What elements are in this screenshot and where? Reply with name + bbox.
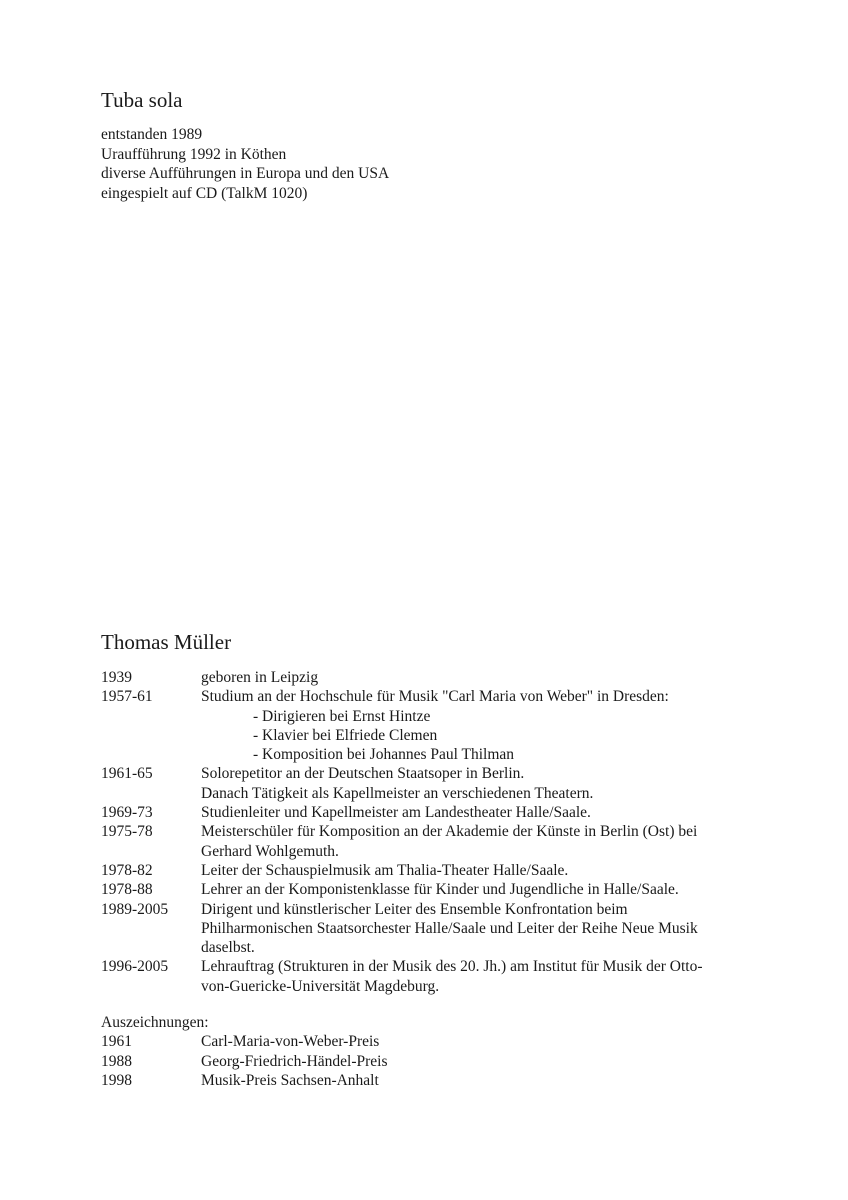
bio-year: 1961-65	[101, 765, 153, 783]
bio-entry	[101, 668, 751, 687]
award-name: Georg-Friedrich-Händel-Preis	[201, 1052, 388, 1070]
bio-entry	[101, 764, 751, 803]
bio-year: 1957-61	[101, 688, 153, 706]
bio-description	[201, 803, 751, 822]
bio-line: von-Guericke-Universität Magdeburg.	[201, 977, 440, 995]
bio-year: 1975-78	[101, 823, 153, 841]
bio-line: Lehrer an der Komponistenklasse für Kinder und Jugendliche in Halle/Saale.	[201, 881, 679, 899]
bio-line: Meisterschüler für Komposition an der Akademie der Künste in Berlin (Ost) bei	[201, 823, 698, 841]
bio-year: 1969-73	[101, 804, 153, 822]
award-year: 1961	[101, 1033, 132, 1051]
bio-year: 1939	[101, 669, 132, 686]
bio-description	[201, 764, 751, 803]
award-name: Carl-Maria-von-Weber-Preis	[201, 1033, 380, 1051]
study-subject: - Klavier bei Elfriede Clemen	[253, 726, 438, 744]
study-subjects	[201, 707, 751, 765]
bio-line: Leiter der Schauspielmusik am Thalia-Theater Halle/Saale.	[201, 861, 569, 879]
work-note: eingespielt auf CD (TalkM 1020)	[101, 184, 308, 202]
awards-heading: Auszeichnungen:	[101, 1014, 209, 1032]
bio-line: Dirigent und künstlerischer Leiter des Ensemble Konfrontation beim	[201, 900, 628, 918]
bio-year: 1978-88	[101, 881, 153, 899]
bio-entry	[101, 687, 751, 764]
bio-description	[201, 880, 751, 899]
bio-line: Philharmonischen Staatsorchester Halle/Saale und Leiter der Reihe Neue Musik	[201, 919, 698, 937]
award-year: 1998	[101, 1071, 132, 1089]
bio-year: 1989-2005	[101, 900, 169, 918]
bio-entry	[101, 861, 751, 880]
bio-line: Solorepetitor an der Deutschen Staatsoper in Berlin.	[201, 765, 525, 783]
bio-line: Danach Tätigkeit als Kapellmeister an verschiedenen Theatern.	[201, 784, 594, 802]
bio-line: Lehrauftrag (Strukturen in der Musik des 20. Jh.) am Institut für Musik der Otto-	[201, 958, 703, 976]
bio-entry	[101, 822, 751, 861]
study-subject: - Dirigieren bei Ernst Hintze	[253, 707, 431, 725]
bio-description	[201, 861, 751, 880]
bio-entry	[101, 900, 751, 958]
award-entry	[101, 1071, 751, 1090]
bio-line: Studium an der Hochschule für Musik "Carl Maria von Weber" in Dresden:	[201, 688, 669, 706]
bio-year: 1978-82	[101, 861, 153, 879]
award-entry	[101, 1032, 751, 1051]
award-entry	[101, 1052, 751, 1071]
work-notes	[101, 125, 389, 203]
bio-line: Studienleiter und Kapellmeister am Landestheater Halle/Saale.	[201, 804, 591, 822]
award-name: Musik-Preis Sachsen-Anhalt	[201, 1071, 379, 1089]
bio-description	[201, 687, 751, 764]
biography-list	[101, 668, 751, 1090]
bio-year: 1996-2005	[101, 958, 169, 976]
bio-line: geboren in Leipzig	[201, 669, 319, 686]
work-title: Tuba sola	[101, 88, 183, 112]
bio-line: daselbst.	[201, 939, 255, 957]
bio-description	[201, 957, 751, 996]
bio-description	[201, 668, 751, 687]
work-note: Uraufführung 1992 in Köthen	[101, 145, 287, 163]
composer-name: Thomas Müller	[101, 630, 232, 654]
bio-line: Gerhard Wohlgemuth.	[201, 842, 339, 860]
work-note: diverse Aufführungen in Europa und den USA	[101, 165, 390, 182]
bio-description	[201, 900, 751, 958]
bio-description	[201, 822, 751, 861]
work-note: entstanden 1989	[101, 126, 203, 143]
bio-entry	[101, 880, 751, 899]
award-year: 1988	[101, 1052, 132, 1070]
study-subject: - Komposition bei Johannes Paul Thilman	[253, 746, 515, 764]
bio-entry	[101, 957, 751, 996]
bio-entry	[101, 803, 751, 822]
